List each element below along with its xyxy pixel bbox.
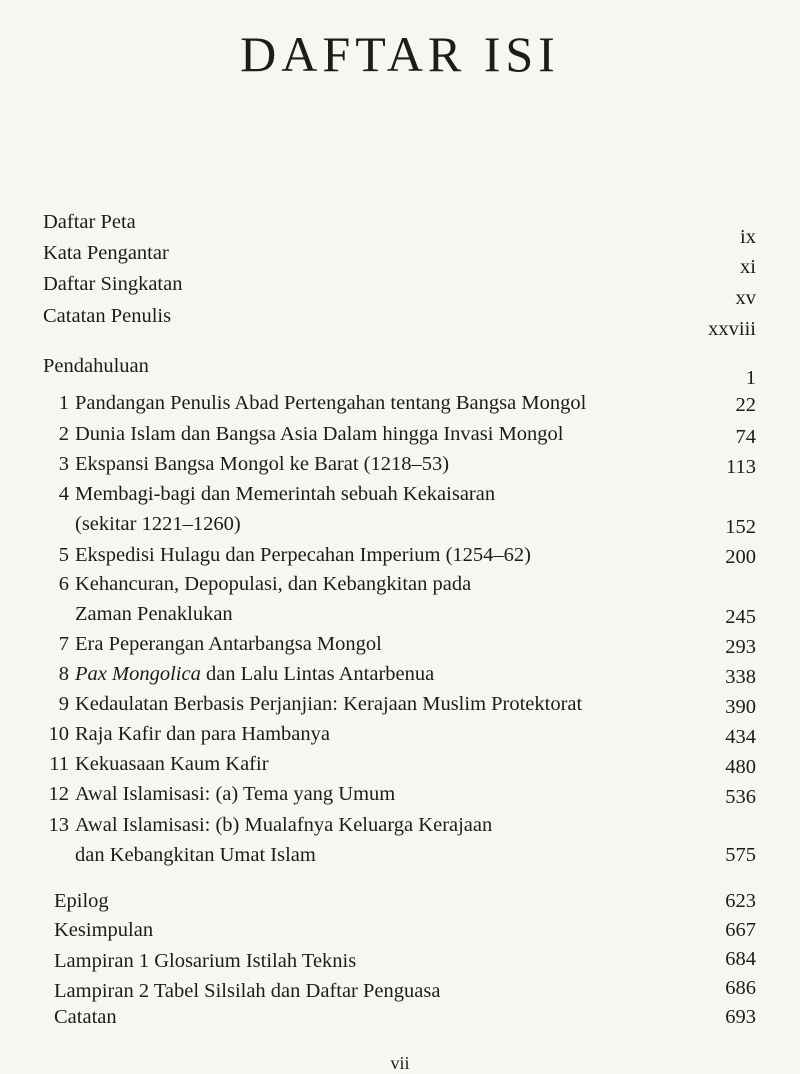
- toc-entry-page: 623: [725, 890, 756, 912]
- toc-entry-label: Epilog: [54, 890, 109, 912]
- page-title: DAFTAR ISI: [240, 26, 560, 82]
- toc-entry-label: Kesimpulan: [54, 919, 154, 941]
- page-folio: vii: [390, 1053, 410, 1073]
- chapter-number: 10: [48, 723, 69, 745]
- chapter-title-continued: (sekitar 1221–1260): [75, 513, 241, 535]
- chapter-number: 1: [58, 392, 69, 414]
- chapter-title: dan Lalu Lintas Antarbenua: [200, 663, 435, 685]
- toc-entry-page: ix: [740, 226, 756, 248]
- chapter-title: Raja Kafir dan para Hambanya: [75, 723, 330, 745]
- chapter-title: Membagi-bagi dan Memerintah sebuah Kekaisaran: [75, 483, 496, 505]
- toc-entry-page: 338: [725, 666, 756, 688]
- chapter-number: 8: [58, 663, 69, 685]
- toc-entry-page: xi: [740, 256, 756, 278]
- toc-chapter: [45, 481, 495, 507]
- chapter-title: Kedaulatan Berbasis Perjanjian: Kerajaan Muslim Protektorat: [75, 693, 583, 715]
- chapter-title-continued: Zaman Penaklukan: [75, 603, 233, 625]
- toc-entry-page: 536: [725, 786, 756, 808]
- toc-entry-label: Daftar Singkatan: [43, 273, 183, 295]
- toc-entry-page: 434: [725, 726, 756, 748]
- chapter-title: Awal Islamisasi: (a) Tema yang Umum: [75, 783, 396, 805]
- chapter-number: 4: [58, 483, 69, 505]
- chapter-title: Dunia Islam dan Bangsa Asia Dalam hingga Invasi Mongol: [75, 423, 564, 445]
- chapter-title-italic: Pax Mongolica: [75, 663, 201, 685]
- toc-entry-label: Kata Pengantar: [43, 242, 169, 264]
- toc-entry-page: xxviii: [708, 318, 756, 340]
- chapter-title-continued: dan Kebangkitan Umat Islam: [75, 844, 316, 866]
- chapter-title: Awal Islamisasi: (b) Mualafnya Keluarga Kerajaan: [75, 814, 493, 836]
- toc-chapter: [45, 542, 531, 568]
- chapter-number: 7: [58, 633, 69, 655]
- toc-entry-page: 113: [726, 456, 756, 478]
- toc-chapter: [45, 751, 269, 777]
- chapter-title: Era Peperangan Antarbangsa Mongol: [75, 633, 382, 655]
- toc-chapter: [45, 421, 564, 447]
- toc-entry-page: 22: [735, 394, 756, 416]
- toc-chapter: [45, 390, 586, 416]
- toc-entry-label: Catatan Penulis: [43, 305, 172, 327]
- chapter-number: 2: [58, 423, 69, 445]
- toc-entry-page: 693: [725, 1006, 756, 1028]
- toc-chapter: [45, 781, 395, 807]
- toc-entry-page: 293: [725, 636, 756, 658]
- chapter-number: 12: [48, 783, 69, 805]
- toc-entry-label: Lampiran 1 Glosarium Istilah Teknis: [54, 950, 357, 972]
- toc-entry-page: 200: [725, 546, 756, 568]
- toc-entry-page: 245: [725, 606, 756, 628]
- toc-entry-page: 686: [725, 977, 756, 999]
- toc-chapter: [45, 571, 471, 597]
- toc-entry-label: Lampiran 2 Tabel Silsilah dan Daftar Penguasa: [54, 980, 441, 1002]
- chapter-number: 6: [58, 573, 69, 595]
- chapter-title: Ekspedisi Hulagu dan Perpecahan Imperium (1254–62): [75, 544, 532, 566]
- toc-entry-label: Catatan: [54, 1006, 117, 1028]
- chapter-title: Ekspansi Bangsa Mongol ke Barat (1218–53): [75, 453, 450, 475]
- toc-entry-label: Pendahuluan: [43, 355, 149, 377]
- chapter-title: Kehancuran, Depopulasi, dan Kebangkitan pada: [75, 573, 472, 595]
- chapter-number: 11: [49, 753, 69, 775]
- toc-entry-page: 575: [725, 844, 756, 866]
- toc-entry-page: 152: [725, 516, 756, 538]
- chapter-number: 5: [58, 544, 69, 566]
- toc-chapter: [45, 721, 330, 747]
- toc-chapter: [45, 812, 492, 838]
- chapter-number: 3: [58, 453, 69, 475]
- toc-entry-label: Daftar Peta: [43, 211, 136, 233]
- toc-chapter: [45, 451, 449, 477]
- chapter-number: 13: [48, 814, 69, 836]
- toc-chapter: [45, 661, 434, 687]
- chapter-number: 9: [58, 693, 69, 715]
- toc-entry-page: 667: [725, 919, 756, 941]
- toc-entry-page: 480: [725, 756, 756, 778]
- toc-chapter: [45, 631, 382, 657]
- chapter-title: Pandangan Penulis Abad Pertengahan tentang Bangsa Mongol: [75, 392, 587, 414]
- toc-entry-page: 74: [735, 426, 756, 448]
- chapter-title: Kekuasaan Kaum Kafir: [75, 753, 269, 775]
- toc-entry-page: 390: [725, 696, 756, 718]
- toc-chapter: [45, 691, 582, 717]
- toc-entry-page: 684: [725, 948, 756, 970]
- toc-entry-page: 1: [745, 367, 756, 389]
- toc-entry-page: xv: [735, 287, 756, 309]
